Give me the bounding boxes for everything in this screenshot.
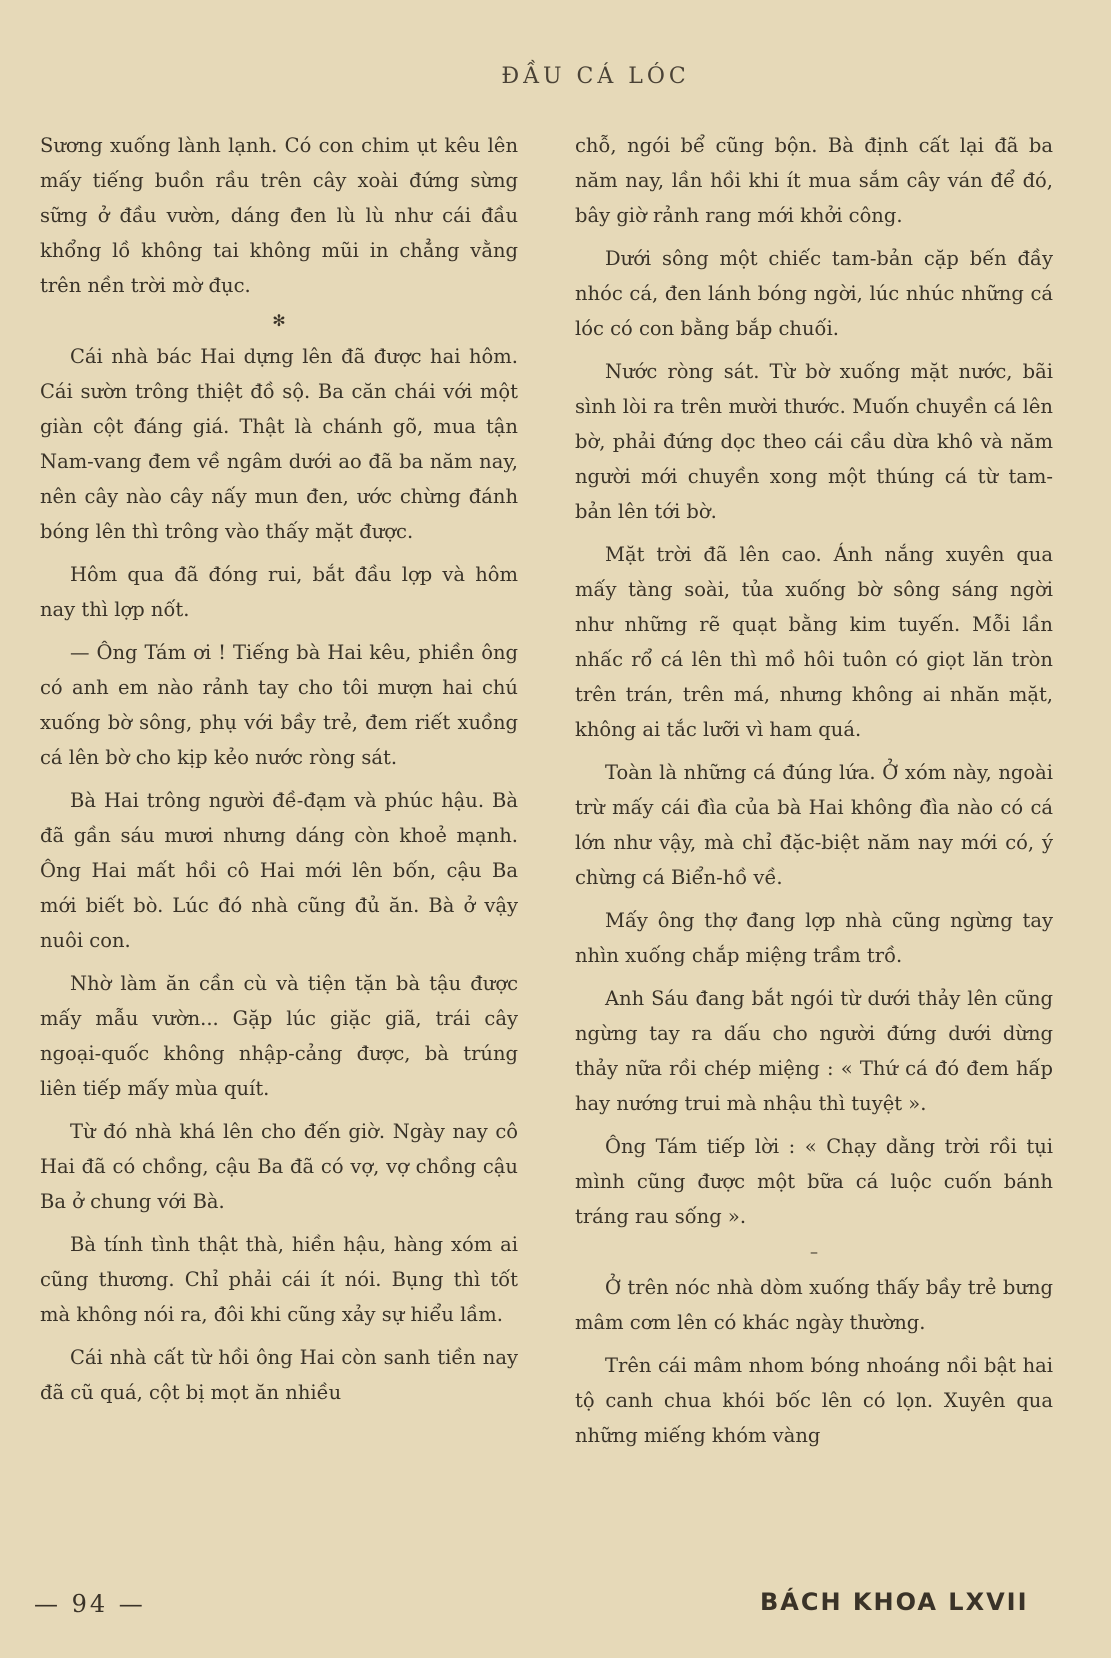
- paragraph: Ở trên nóc nhà dòm xuống thấy bầy trẻ bưng mâm cơm lên có khác ngày thường.: [575, 1276, 1053, 1334]
- left-column: [40, 128, 518, 1418]
- section-separator: –: [810, 1242, 818, 1261]
- paragraph: Bà tính tình thật thà, hiền hậu, hàng xóm ai cũng thương. Chỉ phải cái ít nói. Bụng thì tốt mà không nói ra, đôi khi cũng xảy sự hiểu lầm.: [40, 1233, 518, 1326]
- paragraph: Nhờ làm ăn cần cù và tiện tặn bà tậu được mấy mẫu vườn... Gặp lúc giặc giã, trái cây ngoại-quốc không nhập-cảng được, bà trúng liên tiếp mấy mùa quít.: [40, 972, 518, 1100]
- right-column: [575, 128, 1053, 1461]
- paragraph: — Ông Tám ơi ! Tiếng bà Hai kêu, phiền ông có anh em nào rảnh tay cho tôi mượn hai chú xuống bờ sông, phụ với bầy trẻ, đem riết xuồng cá lên bờ cho kịp kẻo nước ròng sát.: [40, 641, 518, 769]
- paragraph: Nước ròng sát. Từ bờ xuống mặt nước, bãi sình lòi ra trên mười thước. Muốn chuyền cá lên bờ, phải đứng dọc theo cái cầu dừa khô và năm người mới chuyền xong một thúng cá từ tam-bản lên tới bờ.: [575, 360, 1053, 523]
- paragraph: Sương xuống lành lạnh. Có con chim ụt kêu lên mấy tiếng buồn rầu trên cây xoài đứng sừng sững ở đầu vườn, dáng đen lù lù như cái đầu khổng lồ không tai không mũi in chẳng vằng trên nền trời mờ đục.: [40, 134, 518, 297]
- paragraph: Mặt trời đã lên cao. Ánh nắng xuyên qua mấy tàng soài, tủa xuống bờ sông sáng ngời như những rẽ quạt bằng kim tuyến. Mỗi lần nhấc rổ cá lên thì mồ hôi tuôn có giọt lăn tròn trên trán, trên má, nhưng không ai nhăn mặt, không ai tắc lưỡi vì ham quá.: [575, 543, 1053, 741]
- paragraph: Cái nhà cất từ hồi ông Hai còn sanh tiền nay đã cũ quá, cột bị mọt ăn nhiều: [40, 1346, 518, 1404]
- paragraph: Hôm qua đã đóng rui, bắt đầu lợp và hôm nay thì lợp nốt.: [40, 563, 518, 621]
- paragraph: Mấy ông thợ đang lợp nhà cũng ngừng tay nhìn xuống chắp miệng trầm trồ.: [575, 909, 1053, 967]
- page-number: — 94 —: [34, 1590, 146, 1618]
- running-title: ĐẦU CÁ LÓC: [501, 64, 690, 89]
- paragraph: Anh Sáu đang bắt ngói từ dưới thảy lên cũng ngừng tay ra dấu cho người đứng dưới dừng thảy nữa rồi chép miệng : « Thứ cá đó đem hấp hay nướng trui mà nhậu thì tuyệt ».: [575, 987, 1053, 1115]
- paragraph: Từ đó nhà khá lên cho đến giờ. Ngày nay cô Hai đã có chồng, cậu Ba đã có vợ, vợ chồng cậu Ba ở chung với Bà.: [40, 1120, 518, 1213]
- paragraph: Ông Tám tiếp lời : « Chạy dằng trời rồi tụi mình cũng được một bữa cá luộc cuốn bánh tráng rau sống ».: [575, 1135, 1053, 1228]
- section-separator: ✻: [272, 311, 286, 330]
- paragraph: Cái nhà bác Hai dựng lên đã được hai hôm. Cái sườn trông thiệt đồ sộ. Ba căn chái với một giàn cột đáng giá. Thật là chánh gõ, mua tận Nam-vang đem về ngâm dưới ao đã ba năm nay, nên cây nào cây nấy mun đen, ước chừng đánh bóng lên thì trông vào thấy mặt được.: [40, 345, 518, 543]
- paragraph: Toàn là những cá đúng lứa. Ở xóm này, ngoài trừ mấy cái đìa của bà Hai không đìa nào có cá lớn như vậy, mà chỉ đặc-biệt năm nay mới có, ý chừng cá Biển-hồ về.: [575, 761, 1053, 889]
- paragraph: Dưới sông một chiếc tam-bản cặp bến đầy nhóc cá, đen lánh bóng ngời, lúc nhúc những cá lóc có con bằng bắp chuối.: [575, 247, 1053, 340]
- paragraph: chỗ, ngói bể cũng bộn. Bà định cất lại đã ba năm nay, lần hồi khi ít mua sắm cây ván để đó, bây giờ rảnh rang mới khởi công.: [575, 134, 1053, 227]
- paragraph: Trên cái mâm nhom bóng nhoáng nồi bật hai tộ canh chua khói bốc lên có lọn. Xuyên qua những miếng khóm vàng: [575, 1354, 1053, 1447]
- paragraph: Bà Hai trông người đề-đạm và phúc hậu. Bà đã gần sáu mươi nhưng dáng còn khoẻ mạnh. Ông Hai mất hồi cô Hai mới lên bốn, cậu Ba mới biết bò. Lúc đó nhà cũng đủ ăn. Bà ở vậy nuôi con.: [40, 789, 518, 952]
- publication-title: BÁCH KHOA LXVII: [760, 1588, 1029, 1616]
